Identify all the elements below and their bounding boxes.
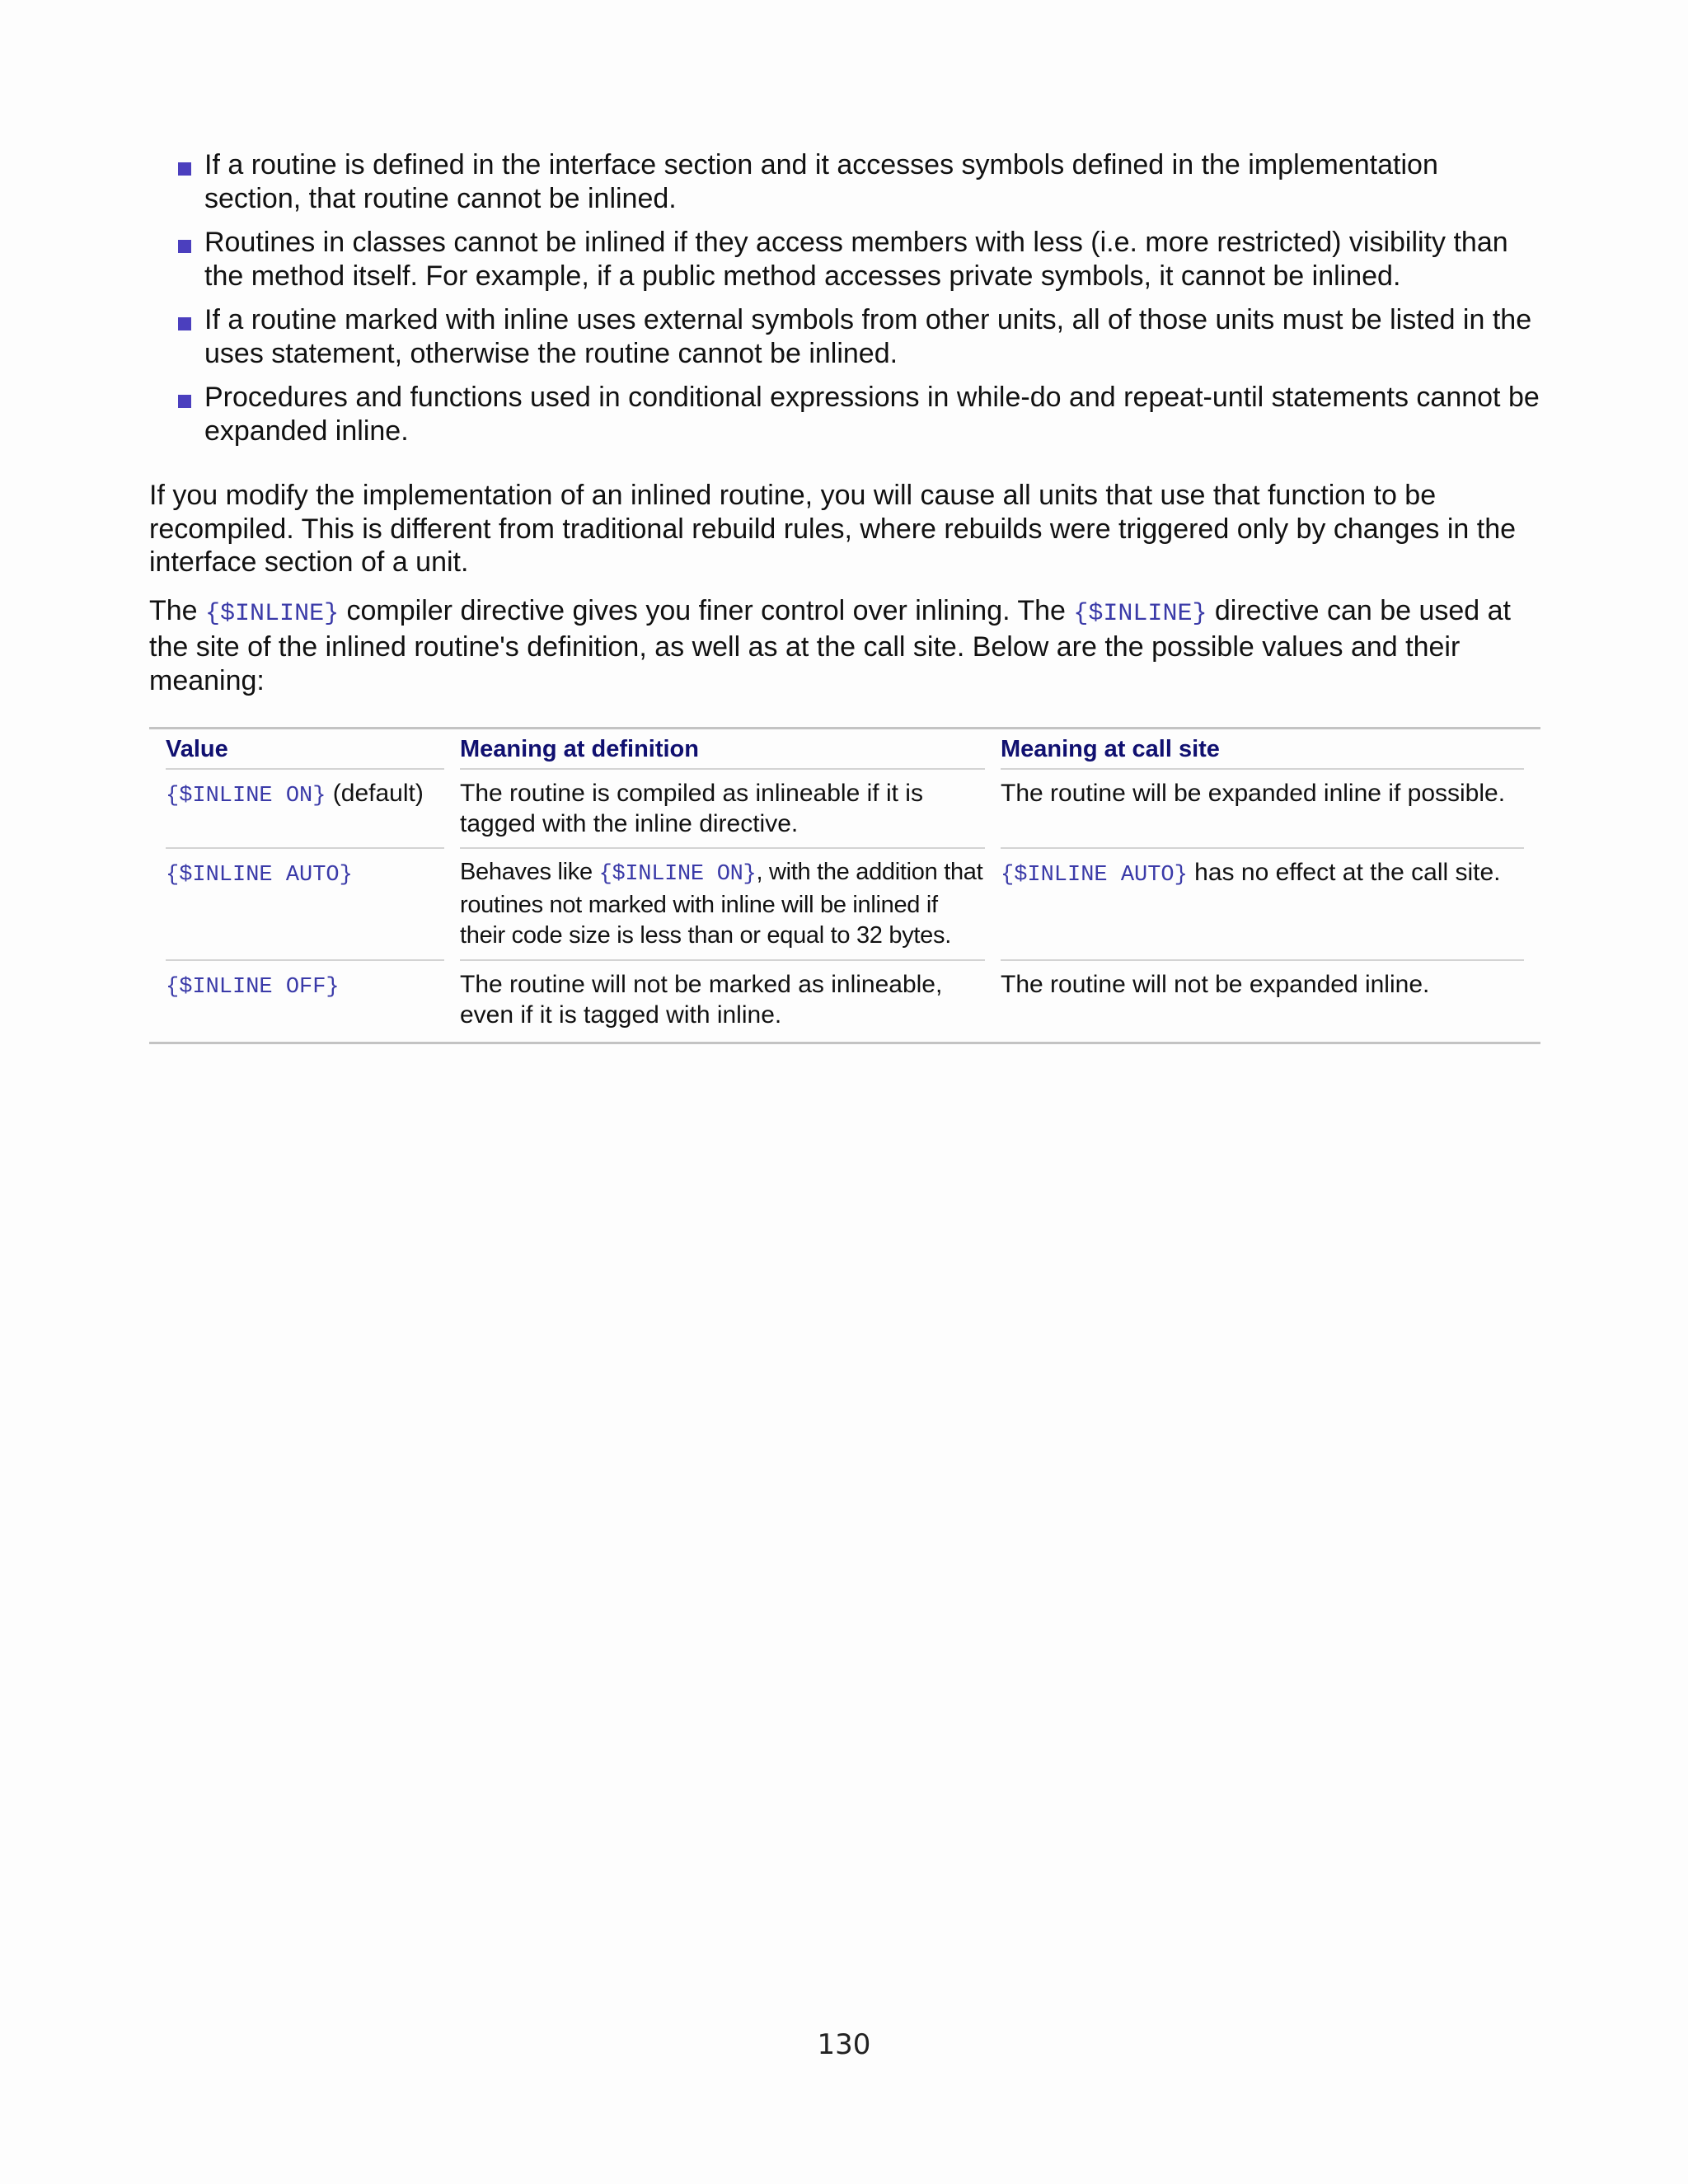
definition-text: , with the addition that routines not marked with inline will be inlined if their code size is less than or equal to 32 bytes. — [460, 859, 983, 949]
call-site-cell — [1001, 849, 1524, 961]
value-cell — [166, 961, 444, 1038]
page-number: 130 — [817, 2028, 871, 2061]
list-item-text: Procedures and functions used in conditional expressions in while-do and repeat-until statements cannot be expanded inline. — [204, 382, 1540, 447]
bullet-square-icon — [178, 317, 191, 330]
call-site-code: {$INLINE AUTO} — [1001, 863, 1188, 888]
table-header-row — [166, 729, 1524, 770]
inline-directive-code: {$INLINE} — [1073, 599, 1207, 628]
page-content — [149, 148, 1540, 1044]
definition-cell: The routine will not be marked as inlineable, even if it is tagged with inline. — [460, 971, 943, 1029]
inline-values-table — [149, 727, 1540, 1044]
paragraph-text: directive can be used at the site of the inlined routine's definition, as well as at the call site. Below are the possible values and their meaning: — [149, 594, 1512, 696]
value-code: {$INLINE OFF} — [166, 975, 340, 1000]
call-site-cell: The routine will not be expanded inline. — [1001, 971, 1430, 998]
inline-directive-code: {$INLINE} — [205, 599, 340, 628]
call-site-text: has no effect at the call site. — [1187, 859, 1501, 886]
bullet-square-icon — [178, 240, 191, 253]
header-meaning-definition: Meaning at definition — [460, 729, 985, 770]
list-item-text: If a routine marked with inline uses external symbols from other units, all of those units must be listed in the uses statement, otherwise the routine cannot be inlined. — [204, 304, 1532, 369]
list-item — [204, 226, 1540, 293]
definition-text: Behaves like — [460, 859, 599, 885]
value-cell — [166, 770, 444, 849]
value-code: {$INLINE ON} — [166, 784, 326, 808]
bullet-square-icon — [178, 162, 191, 176]
restrictions-list — [204, 148, 1540, 448]
definition-cell — [460, 849, 985, 961]
header-meaning-call-site: Meaning at call site — [1001, 729, 1524, 770]
table-row — [166, 961, 1524, 1038]
header-value: Value — [166, 729, 444, 770]
value-cell — [166, 849, 444, 961]
bullet-square-icon — [178, 395, 191, 408]
table-row — [166, 770, 1524, 849]
paragraph-text: The — [149, 594, 206, 626]
recompile-paragraph: If you modify the implementation of an inlined routine, you will cause all units that use that function to be recompiled. This is different from traditional rebuild rules, where rebuilds were triggered only by changes in the interface section of a unit. — [149, 480, 1517, 578]
value-suffix: (default) — [326, 780, 424, 807]
list-item-text: If a routine is defined in the interface section and it accesses symbols defined in the implementation section, that routine cannot be inlined. — [204, 149, 1438, 214]
table-row — [166, 849, 1524, 961]
list-item — [204, 303, 1540, 370]
directive-paragraph — [149, 594, 1540, 698]
list-item — [204, 381, 1540, 448]
paragraph-text: compiler directive gives you finer control over inlining. The — [339, 594, 1074, 626]
list-item — [204, 148, 1540, 215]
value-code: {$INLINE AUTO} — [166, 863, 353, 888]
definition-cell: The routine is compiled as inlineable if it is tagged with the inline directive. — [460, 770, 985, 849]
list-item-text: Routines in classes cannot be inlined if they access members with less (i.e. more restricted) visibility than the method itself. For example, if a public method accesses private symbols, it cannot be inlined. — [204, 227, 1508, 292]
call-site-cell: The routine will be expanded inline if possible. — [1001, 770, 1524, 849]
definition-code: {$INLINE ON} — [598, 862, 757, 887]
